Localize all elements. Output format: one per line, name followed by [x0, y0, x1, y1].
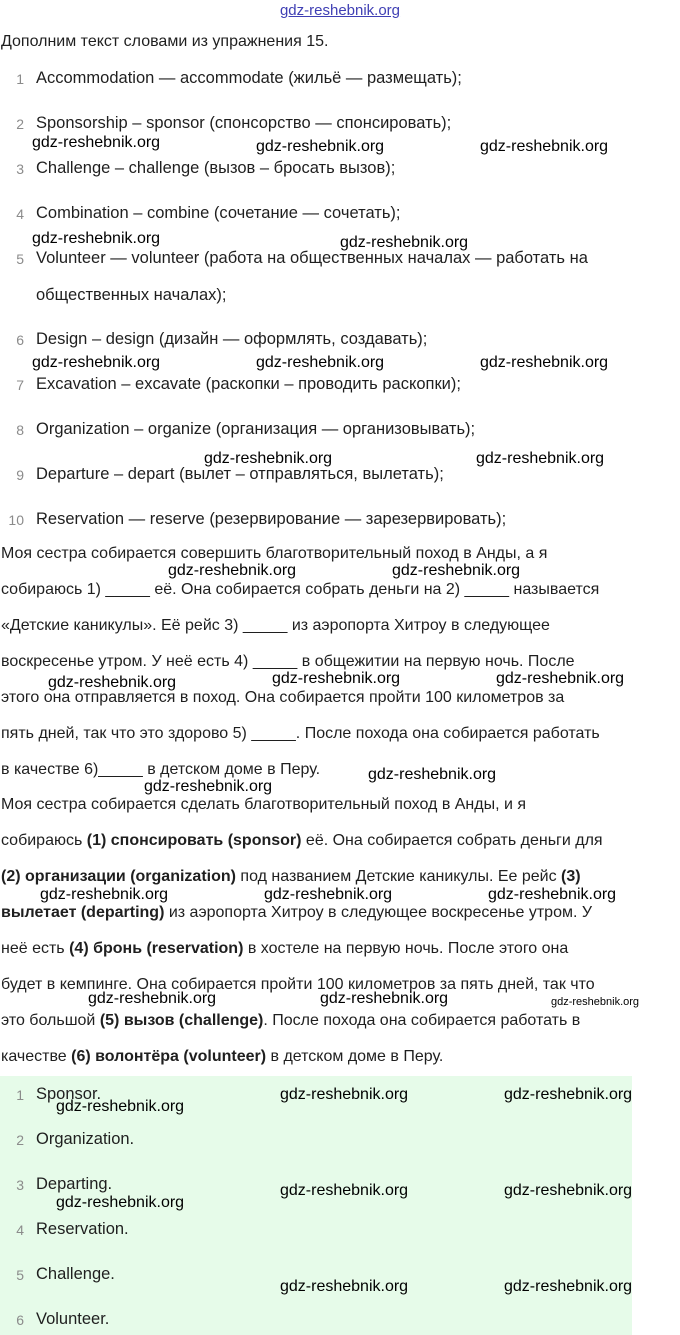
answer-highlight: (1) спонсировать (sponsor) [86, 832, 302, 849]
watermark: gdz-reshebnik.org [504, 1278, 633, 1295]
list-number: 1 [16, 71, 24, 87]
list-number: 7 [16, 377, 24, 393]
filled-text-line: собираюсь (1) спонсировать (sponsor) её. Она собирается собрать деньги для [1, 832, 603, 849]
answer-highlight: (2) организации (organization) [1, 868, 236, 885]
filled-text-line: это большой (5) вызов (challenge). После похода она собирается работать в [1, 1012, 581, 1029]
watermark: gdz-reshebnik.org [32, 230, 161, 247]
intro-text: Дополним текст словами из упражнения 15. [1, 33, 329, 50]
gap-text-line: воскресенье утром. У неё есть 4) _____ в общежитии на первую ночь. После [1, 653, 575, 670]
watermark: gdz-reshebnik.org [476, 450, 605, 467]
list-item: Sponsorship – sponsor (спонсорство — спонсировать); [36, 114, 452, 132]
filled-text-line: Моя сестра собирается сделать благотворительный поход в Анды, и я [1, 796, 527, 813]
gap-text-line: в качестве 6)_____ в детском доме в Перу. [1, 761, 321, 778]
watermark: gdz-reshebnik.org [40, 886, 169, 903]
watermark: gdz-reshebnik.org [392, 562, 521, 579]
answer-highlight: вылетает (departing) [1, 904, 165, 921]
filled-text-line: неё есть (4) бронь (reservation) в хостеле на первую ночь. После этого она [1, 940, 569, 957]
watermark: gdz-reshebnik.org [264, 886, 393, 903]
list-number: 6 [16, 332, 24, 348]
list-number: 3 [16, 161, 24, 177]
watermark: gdz-reshebnik.org [48, 674, 177, 691]
answer-highlight: (5) вызов (challenge) [99, 1012, 264, 1029]
gap-text-line: Моя сестра собирается совершить благотворительный поход в Анды, а я [1, 545, 548, 562]
watermark: gdz-reshebnik.org [551, 996, 640, 1008]
gap-text-line: «Детские каникулы». Её рейс 3) _____ из аэропорта Хитроу в следующее [1, 617, 550, 634]
watermark: gdz-reshebnik.org [256, 138, 385, 155]
list-number: 9 [16, 467, 24, 483]
answer-item: Organization. [36, 1130, 135, 1148]
watermark: gdz-reshebnik.org [168, 562, 297, 579]
answer-number: 6 [16, 1312, 24, 1328]
list-number: 2 [16, 116, 24, 132]
watermark: gdz-reshebnik.org [504, 1182, 633, 1199]
list-item: Design – design (дизайн — оформлять, создавать); [36, 330, 428, 348]
filled-text-line: качестве (6) волонтёра (volunteer) в детском доме в Перу. [1, 1048, 444, 1065]
answer-highlight: (3) [561, 868, 581, 885]
answer-item: Reservation. [36, 1220, 129, 1238]
list-item-continuation: общественных началах); [36, 286, 227, 304]
answer-number: 4 [16, 1222, 24, 1238]
list-item: Excavation – excavate (раскопки – проводить раскопки); [36, 375, 461, 393]
list-item: Challenge – challenge (вызов – бросать вызов); [36, 159, 396, 177]
watermark: gdz-reshebnik.org [280, 1086, 409, 1103]
watermark: gdz-reshebnik.org [504, 1086, 633, 1103]
list-number: 10 [8, 512, 24, 528]
gap-text-line: пять дней, так что это здорово 5) _____. После похода она собирается работать [1, 725, 600, 742]
watermark: gdz-reshebnik.org [488, 886, 617, 903]
filled-text-line: вылетает (departing) из аэропорта Хитроу в следующее воскресенье утром. У [1, 904, 593, 921]
watermark: gdz-reshebnik.org [32, 134, 161, 151]
watermark: gdz-reshebnik.org [272, 670, 401, 687]
filled-text-line: (2) организации (organization) под названием Детские каникулы. Ее рейс (3) [1, 868, 581, 885]
site-link[interactable]: gdz-reshebnik.org [279, 2, 401, 19]
answer-item: Sponsor. [36, 1085, 102, 1103]
answer-item: Volunteer. [36, 1310, 110, 1328]
answer-number: 5 [16, 1267, 24, 1283]
answer-number: 3 [16, 1177, 24, 1193]
list-number: 4 [16, 206, 24, 222]
list-item: Volunteer — volunteer (работа на общественных началах — работать на [36, 249, 588, 267]
watermark: gdz-reshebnik.org [320, 990, 449, 1007]
answer-highlight: (6) волонтёра (volunteer) [71, 1048, 267, 1065]
answer-highlight: (4) бронь (reservation) [69, 940, 244, 957]
answer-number: 1 [16, 1087, 24, 1103]
list-item: Reservation — reserve (резервирование — зарезервировать); [36, 510, 507, 528]
watermark: gdz-reshebnik.org [280, 1182, 409, 1199]
list-item: Accommodation — accommodate (жильё — размещать); [36, 69, 462, 87]
watermark: gdz-reshebnik.org [480, 354, 609, 371]
list-number: 8 [16, 422, 24, 438]
list-item: Combination – combine (сочетание — сочетать); [36, 204, 401, 222]
watermark: gdz-reshebnik.org [256, 354, 385, 371]
list-number: 5 [16, 251, 24, 267]
watermark: gdz-reshebnik.org [32, 354, 161, 371]
list-item: Organization – organize (организация — организовывать); [36, 420, 476, 438]
watermark: gdz-reshebnik.org [88, 990, 217, 1007]
watermark: gdz-reshebnik.org [56, 1194, 185, 1211]
watermark: gdz-reshebnik.org [480, 138, 609, 155]
watermark: gdz-reshebnik.org [340, 234, 469, 251]
watermark: gdz-reshebnik.org [204, 450, 333, 467]
filled-text-line: будет в кемпинге. Она собирается пройти 100 километров за пять дней, так что [1, 976, 595, 993]
watermark: gdz-reshebnik.org [56, 1098, 185, 1115]
watermark: gdz-reshebnik.org [144, 778, 273, 795]
watermark: gdz-reshebnik.org [496, 670, 625, 687]
list-item: Departure – depart (вылет – отправляться, вылетать); [36, 465, 444, 483]
gap-text-line: собираюсь 1) _____ её. Она собирается собрать деньги на 2) _____ называется [1, 581, 600, 598]
gap-text-line: этого она отправляется в поход. Она собирается пройти 100 километров за [1, 689, 565, 706]
answer-item: Departing. [36, 1175, 113, 1193]
watermark: gdz-reshebnik.org [368, 766, 497, 783]
answer-number: 2 [16, 1132, 24, 1148]
watermark: gdz-reshebnik.org [280, 1278, 409, 1295]
answer-item: Challenge. [36, 1265, 115, 1283]
